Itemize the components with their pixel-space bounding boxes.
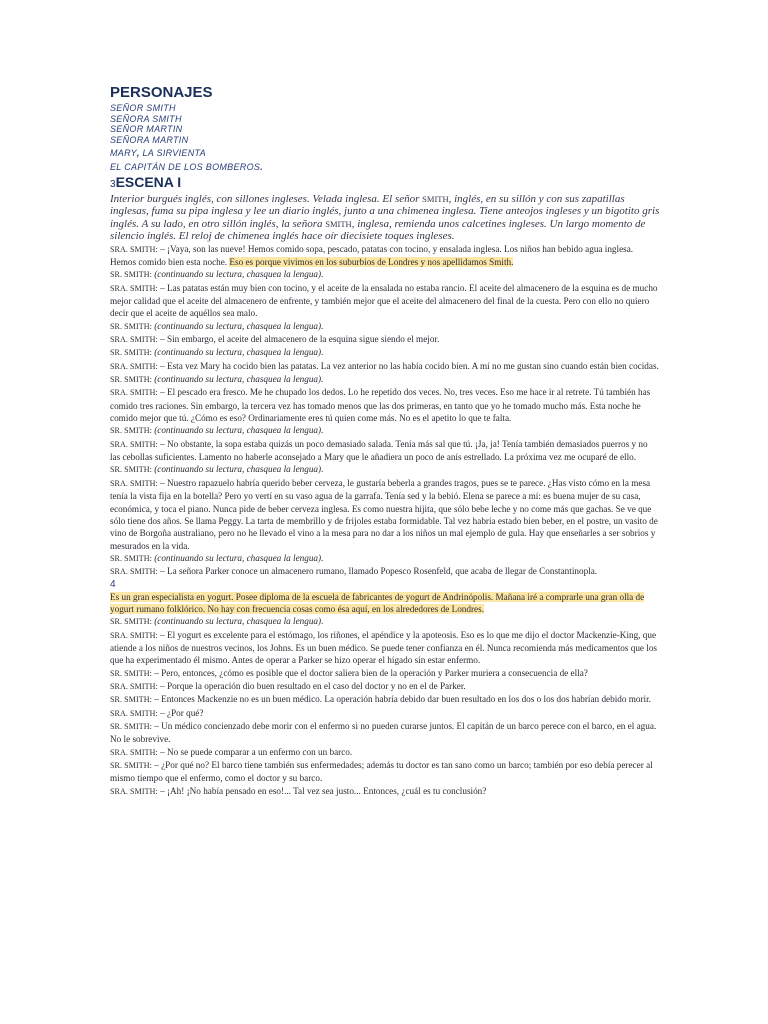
stage-line bbox=[110, 268, 660, 281]
speaker: SR. SMITH: bbox=[110, 617, 152, 627]
character-item: SEÑOR MARTIN bbox=[110, 124, 183, 134]
page-title: PERSONAJES bbox=[110, 84, 213, 101]
line-text: – Sin embargo, el aceite del almacenero de la esquina sigue siendo el mejor. bbox=[157, 334, 440, 345]
dialogue-line bbox=[110, 759, 660, 785]
line-text: – Nuestro rapazuelo habría querido beber cerveza, le gustaría beberla a grandes tragos, pues se te parece. ¿Has visto cómo en la mesa tenía la vista fija en la botella? Pero yo vertí en su vaso agua de la garrafa. Tenía sed y la bebió. Elena se parece a mí: es buena mujer de su casa, económica, y toca el piano. Nunca pide de beber cerveza inglesa. Es como nuestra hijita, que sólo bebe leche y no come más que gachas. Se ve que sólo tiene dos años. Se llama Peggy. La tarta de membrillo y de frijoles estaba formidable. Tal vez habría estado bien beber, en el postre, un vasito de vino de Borgoña australiano, pero no he llevado el vino a la mesa para no dar a los niños un mal ejemplo de gula. Hay que enseñarles a ser sobrios y mesurados en la vida. bbox=[110, 477, 658, 551]
stage-direction: (continuando su lectura, chasquea la lengua). bbox=[154, 616, 324, 627]
dialogue-line bbox=[110, 360, 660, 373]
speaker: SR. SMITH: bbox=[110, 270, 152, 280]
dialogue-line bbox=[110, 707, 660, 720]
line-text: – Porque la operación dio buen resultado en el caso del doctor y no en el de Parker. bbox=[157, 680, 466, 691]
speaker: SRA. SMITH: bbox=[110, 335, 158, 345]
intro-name: SMITH bbox=[422, 194, 449, 204]
speaker: SRA. SMITH: bbox=[110, 244, 158, 254]
stage-direction: (continuando su lectura, chasquea la lengua). bbox=[154, 425, 324, 436]
highlighted-text: Eso es porque vivimos en los suburbios de Londres y nos apellidamos Smith. bbox=[229, 256, 514, 267]
speaker: SR. SMITH: bbox=[110, 348, 152, 358]
dialogue-line bbox=[110, 591, 660, 616]
line-text: – ¿Por qué? bbox=[157, 707, 204, 718]
stage-direction: (continuando su lectura, chasquea la lengua). bbox=[154, 347, 324, 358]
stage-direction: (continuando su lectura, chasquea la lengua). bbox=[154, 552, 324, 563]
page-number: 4 bbox=[110, 578, 116, 590]
speaker: SR. SMITH: bbox=[110, 465, 152, 475]
speaker: SR. SMITH: bbox=[110, 668, 152, 678]
stage-line bbox=[110, 552, 660, 565]
dialogue-line bbox=[110, 282, 660, 320]
speaker: SR. SMITH: bbox=[110, 321, 152, 331]
scene-title: ESCENA I bbox=[115, 174, 182, 190]
speaker: SRA. SMITH: bbox=[110, 630, 158, 640]
dialogue-line bbox=[110, 667, 660, 680]
line-text: – El yogurt es excelente para el estómago, los riñones, el apéndice y la apoteosis. Eso es lo que me dijo el doctor Mackenzie-King, que atiende a los niños de nuestros vecinos, los Johns. Es un buen médico. Se puede tener confianza en él. Nunca recomienda más medicamentos que los que ha experimentado él mismo. Antes de operar a Parker se hizo operar el hígado sin estar enfermo. bbox=[110, 629, 658, 666]
dialogue-line bbox=[110, 785, 660, 798]
line-text: – El pescado era fresco. Me he chupado los dedos. Lo he repetido dos veces. No, tres veces. Eso me hace ir al retrete. Tú también has comido tres raciones. Sin embargo, la tercera vez has tomado menos que las dos primeras, en tanto que yo he tomado mucho más. Esta noche he comido mejor que tú. ¿Cómo es eso? Ordinariamente eres tú quien come más. No es el apetito lo que te falta. bbox=[110, 387, 651, 424]
intro-text: , inglés, en su sillón y con sus zapatillas inglesas, fuma su pipa inglesa y lee un diario inglés, junto a una chimenea inglesa. Tiene anteojos ingleses y un bigotito gris inglés. A su lado, en otro sillón inglés, la señora bbox=[110, 193, 660, 230]
dialogue-line bbox=[110, 720, 660, 746]
speaker: SR. SMITH: bbox=[110, 722, 152, 731]
character-captain: EL CAPITÁN DE LOS BOMBEROS bbox=[110, 161, 261, 172]
character-item: MARY, LA SIRVIENTA bbox=[110, 148, 206, 158]
intro-text: , inglesa, remienda unos calcetines ingleses. Un largo momento de silencio inglés. El reloj de chimenea inglés hace oír diecisiete toques ingleses. bbox=[110, 217, 646, 243]
speaker: SRA. SMITH: bbox=[110, 786, 158, 796]
character-item: SEÑOR SMITH bbox=[110, 103, 176, 113]
intro-name: SMITH bbox=[325, 218, 352, 229]
dialogue-line bbox=[110, 438, 660, 464]
character-item: EL CAPITÁN DE LOS BOMBEROS. bbox=[110, 161, 263, 172]
line-text: – ¿Por qué no? El barco tiene también sus enfermedades; además tu doctor es tan sano como un barco; también por eso debía perecer al mismo tiempo que el enfermo, como el doctor y su barco. bbox=[110, 760, 653, 784]
line-text: – Un médico concienzado debe morir con el enfermo si no pueden curarse juntos. El capitán de un barco perece con el barco, en el agua. No le sobrevive. bbox=[110, 721, 657, 745]
speaker: SR. SMITH: bbox=[110, 426, 152, 436]
stage-line bbox=[110, 346, 660, 359]
dialogue-line bbox=[110, 629, 660, 667]
character-list bbox=[110, 103, 660, 172]
dialogue-line bbox=[110, 386, 660, 424]
speaker: SRA. SMITH: bbox=[110, 681, 158, 691]
line-text: – Entonces Mackenzie no es un buen médico. La operación habría debido dar buen resultado en los dos o los dos habrían debido morir. bbox=[151, 694, 651, 705]
dialogue-line bbox=[110, 243, 660, 269]
speaker: SRA. SMITH: bbox=[110, 478, 158, 488]
dialogue-line bbox=[110, 746, 660, 759]
dialogue-line bbox=[110, 680, 660, 693]
line-text: – ¡Vaya, son las nueve! Hemos comido sopa, pescado, patatas con tocino, y ensalada inglesa. Los niños han bebido agua inglesa. Hemos comido bien esta noche. bbox=[110, 243, 634, 267]
character-item: SEÑORA SMITH bbox=[110, 113, 182, 124]
speaker: SRA. SMITH: bbox=[110, 747, 158, 757]
scene-heading bbox=[110, 175, 660, 192]
dialogue-line bbox=[110, 333, 660, 346]
line-text: – No obstante, la sopa estaba quizás un poco demasiado salada. Tenía más sal que tú. ¡Ja, ja! Tenía también demasiados puerros y no las cebollas suficientes. Lamento no haberle aconsejado a Mary que le añadiera un poco de anís estrellado. La próxima vez me ocuparé de ello. bbox=[110, 438, 648, 463]
speaker: SRA. SMITH: bbox=[110, 567, 158, 577]
intro-text: Interior burgués inglés, con sillones ingleses. Velada inglesa. El señor bbox=[110, 193, 423, 205]
stage-line bbox=[110, 615, 660, 628]
character-item: SEÑORA MARTIN bbox=[110, 134, 189, 145]
character-maid: LA SIRVIENTA bbox=[142, 148, 206, 158]
stage-line bbox=[110, 463, 660, 476]
line-text: – La señora Parker conoce un almacenero rumano, llamado Popesco Rosenfeld, que acaba de llegar de Constantinopla. bbox=[157, 566, 598, 577]
stage-direction: (continuando su lectura, chasquea la lengua). bbox=[154, 464, 324, 475]
document-page bbox=[110, 84, 660, 798]
highlighted-text: Es un gran especialista en yogurt. Posee diploma de la escuela de fabricantes de yogurt de Andrinópolis. Mañana iré a comprarle una gran olla de yogurt rumano folklórico. No hay con frecuencia cosas como ésa aquí, en los alrededores de Londres. bbox=[110, 591, 645, 614]
speaker: SRA. SMITH: bbox=[110, 283, 158, 293]
line-text: – Pero, entonces, ¿cómo es posible que el doctor saliera bien de la operación y Parker muriera a consecuencia de ella? bbox=[151, 667, 588, 678]
speaker: SR. SMITH: bbox=[110, 553, 152, 563]
scene-description bbox=[110, 193, 660, 243]
dialogue-line bbox=[110, 477, 660, 552]
speaker: SRA. SMITH: bbox=[110, 708, 158, 718]
stage-line bbox=[110, 320, 660, 333]
character-mary: MARY bbox=[110, 148, 137, 158]
speaker: SR. SMITH: bbox=[110, 375, 152, 385]
stage-direction: (continuando su lectura, chasquea la lengua). bbox=[154, 320, 324, 331]
speaker: SR. SMITH: bbox=[110, 695, 152, 705]
dialogue-line bbox=[110, 693, 660, 706]
stage-direction: (continuando su lectura, chasquea la lengua). bbox=[154, 374, 324, 385]
speaker: SRA. SMITH: bbox=[110, 361, 158, 371]
stage-line bbox=[110, 373, 660, 386]
speaker: SR. SMITH: bbox=[110, 761, 152, 771]
line-text: – Las patatas están muy bien con tocino, y el aceite de la ensalada no estaba rancio. El aceite del almacenero de la esquina es de mucho mejor calidad que el aceite del almacenero de enfrente, y también mejor que el aceite del almacenero del final de la cuesta. Pero con ello no quiero decir que el aceite de aquéllos sea malo. bbox=[110, 282, 658, 319]
line-text: – No se puede comparar a un enfermo con un barco. bbox=[157, 746, 353, 757]
stage-direction: (continuando su lectura, chasquea la lengua). bbox=[154, 269, 324, 280]
speaker: SRA. SMITH: bbox=[110, 439, 158, 449]
page-number: 3 bbox=[110, 179, 116, 190]
line-text: – Esta vez Mary ha cocido bien las patatas. La vez anterior no las había cocido bien. A mí no me gustan sino cuando están bien cocidas. bbox=[157, 360, 659, 371]
speaker: SRA. SMITH: bbox=[110, 388, 158, 398]
line-text: – ¡Ah! ¡No había pensado en eso!... Tal vez sea justo... Entonces, ¿cuál es tu conclusión? bbox=[157, 785, 487, 796]
dialogue-line bbox=[110, 565, 660, 578]
stage-line bbox=[110, 424, 660, 437]
